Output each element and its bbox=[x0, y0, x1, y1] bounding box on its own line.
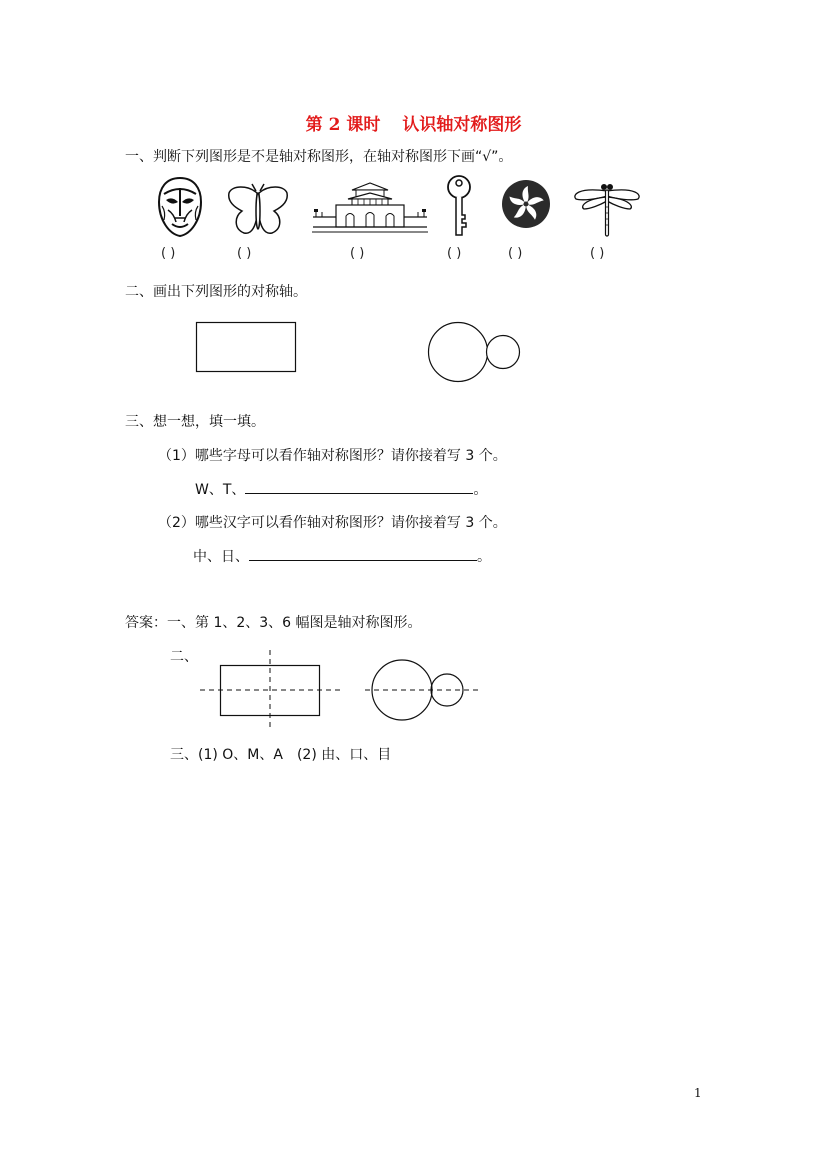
answer-blank-3[interactable]: ( ) bbox=[350, 246, 365, 261]
question-1-text: 一、判断下列图形是不是轴对称图形，在轴对称图形下画“√”。 bbox=[125, 149, 513, 165]
lesson-title: 认识轴对称图形 bbox=[402, 115, 522, 135]
answer-blank-6[interactable]: ( ) bbox=[590, 246, 605, 261]
tiananmen-icon bbox=[312, 180, 428, 236]
answer-1-text: 答案：一、第 1、2、3、6 幅图是轴对称图形。 bbox=[125, 615, 422, 631]
answer-symmetry-axes-figure bbox=[200, 650, 480, 725]
answer-blank-5[interactable]: ( ) bbox=[508, 246, 523, 261]
answer-3-text: 三、(1) O、M、A (2) 由、口、目 bbox=[170, 747, 392, 763]
two-circles-figure bbox=[428, 321, 524, 385]
key-icon bbox=[444, 175, 474, 237]
butterfly-icon bbox=[226, 183, 290, 237]
period-mark: 。 bbox=[477, 549, 491, 565]
answer-blank-1[interactable]: ( ) bbox=[161, 246, 176, 261]
characters-answer-blank[interactable] bbox=[249, 548, 477, 561]
answer-blank-2[interactable]: ( ) bbox=[237, 246, 252, 261]
question-3-text: 三、想一想，填一填。 bbox=[125, 414, 265, 430]
answer-blank-4[interactable]: ( ) bbox=[447, 246, 462, 261]
letters-answer-blank[interactable] bbox=[245, 481, 473, 494]
period-mark: 。 bbox=[473, 482, 488, 498]
letters-fill-line bbox=[195, 481, 487, 499]
dragonfly-icon bbox=[572, 183, 642, 237]
question-2-text: 二、画出下列图形的对称轴。 bbox=[125, 284, 307, 300]
question-3-part-2: （2）哪些汉字可以看作轴对称图形？请你接着写 3 个。 bbox=[158, 515, 507, 531]
letters-given: W、T、 bbox=[195, 482, 246, 498]
rectangle-figure bbox=[196, 322, 297, 373]
answer-2-label: 二、 bbox=[170, 649, 198, 665]
page-title bbox=[0, 110, 827, 135]
characters-fill-line bbox=[193, 548, 491, 566]
page-number: 1 bbox=[694, 1086, 702, 1100]
lesson-number: 第 2 课时 bbox=[305, 115, 381, 135]
opera-mask-icon bbox=[156, 176, 204, 238]
bauhinia-emblem-icon bbox=[501, 179, 551, 229]
characters-given: 中、日、 bbox=[193, 549, 249, 565]
question-3-part-1: （1）哪些字母可以看作轴对称图形？请你接着写 3 个。 bbox=[158, 448, 507, 464]
